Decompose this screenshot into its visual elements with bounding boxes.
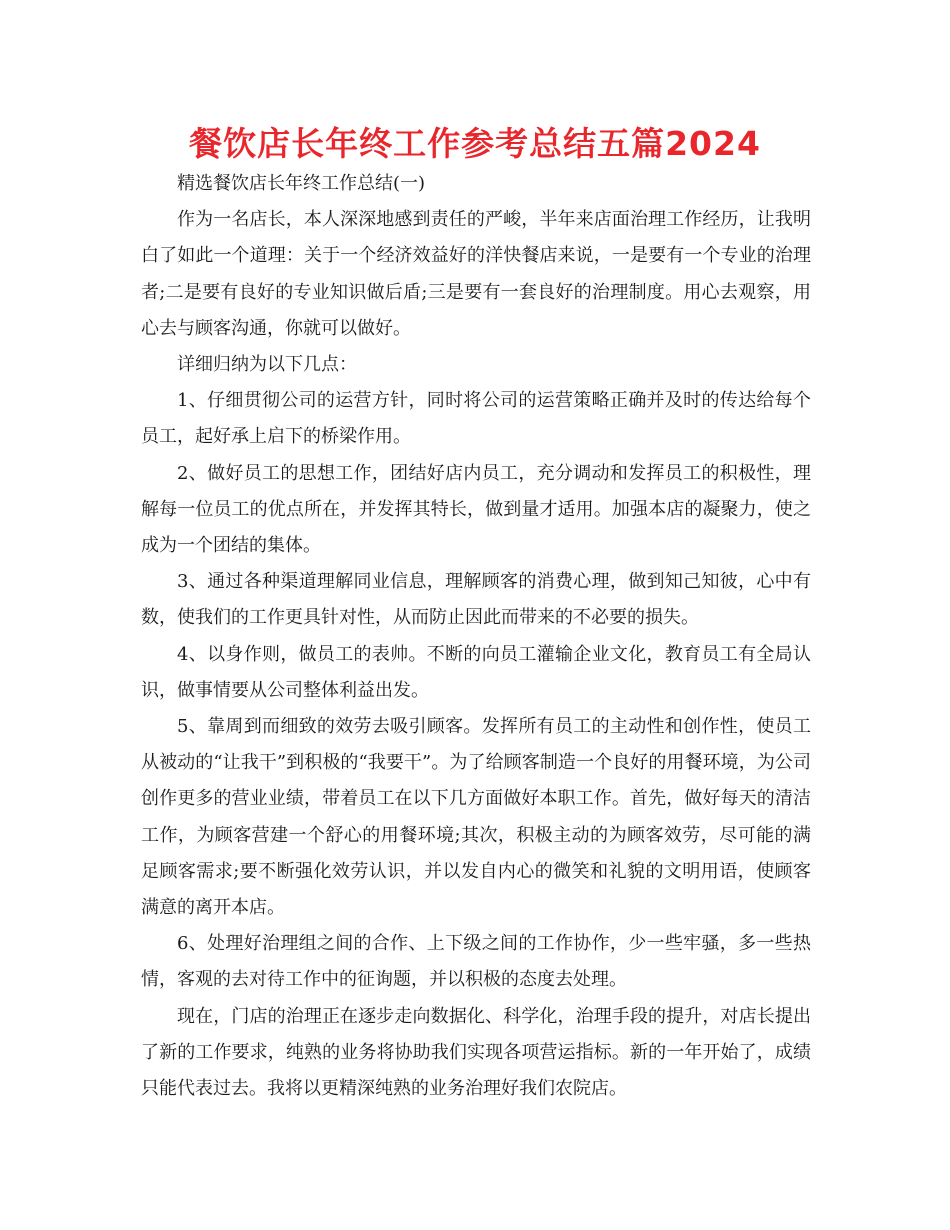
paragraph-point-2: 2、做好员工的思想工作，团结好店内员工，充分调动和发挥员工的积极性，理解每一位员工的优点所在，并发挥其特长，做到量才适用。加强本店的凝聚力，使之成为一个团结的集体。 — [141, 462, 811, 557]
section-heading: 精选餐饮店长年终工作总结(一) — [177, 173, 426, 194]
paragraph-point-4: 4、以身作则，做员工的表帅。不断的向员工灌输企业文化，教育员工有全局认识，做事情要从公司整体利益出发。 — [141, 643, 811, 701]
paragraph-summary-lead: 详细归纳为以下几点： — [177, 354, 357, 376]
document-title: 餐饮店长年终工作参考总结五篇2024 — [189, 124, 761, 163]
paragraph-point-6: 6、处理好治理组之间的合作、上下级之间的工作协作，少一些牢骚，多一些热情，客观的去对待工作中的征询题，并以积极的态度去处理。 — [141, 933, 811, 991]
paragraph-intro: 作为一名店长，本人深深地感到责任的严峻，半年来店面治理工作经历，让我明白了如此一个道理：关于一个经济效益好的洋快餐店来说，一是要有一个专业的治理者;二是要有良好的专业知识做后盾;三是要有一套良好的治理制度。用心去观察，用心去与顾客沟通，你就可以做好。 — [141, 209, 811, 339]
document-body — [141, 166, 811, 1107]
paragraph-point-5: 5、靠周到而细致的效劳去吸引顾客。发挥所有员工的主动性和创作性，使员工从被动的“让我干”到积极的“我要干”。为了给顾客制造一个良好的用餐环境，为公司创作更多的营业业绩，带着员工在以下几方面做好本职工作。首先，做好每天的清洁工作，为顾客营建一个舒心的用餐环境;其次，积极主动的为顾客效劳，尽可能的满足顾客需求;要不断强化效劳认识，并以发自内心的微笑和礼貌的文明用语，使顾客满意的离开本店。 — [141, 716, 811, 919]
paragraph-conclusion: 现在，门店的治理正在逐步走向数据化、科学化，治理手段的提升，对店长提出了新的工作要求，纯熟的业务将协助我们实现各项营运指标。新的一年开始了，成绩只能代表过去。我将以更精深纯熟的业务治理好我们农院店。 — [141, 1005, 811, 1100]
paragraph-point-1: 1、仔细贯彻公司的运营方针，同时将公司的运营策略正确并及时的传达给每个员工，起好承上启下的桥梁作用。 — [141, 390, 811, 448]
paragraph-point-3: 3、通过各种渠道理解同业信息，理解顾客的消费心理，做到知己知彼，心中有数，使我们的工作更具针对性，从而防止因此而带来的不必要的损失。 — [141, 571, 811, 629]
